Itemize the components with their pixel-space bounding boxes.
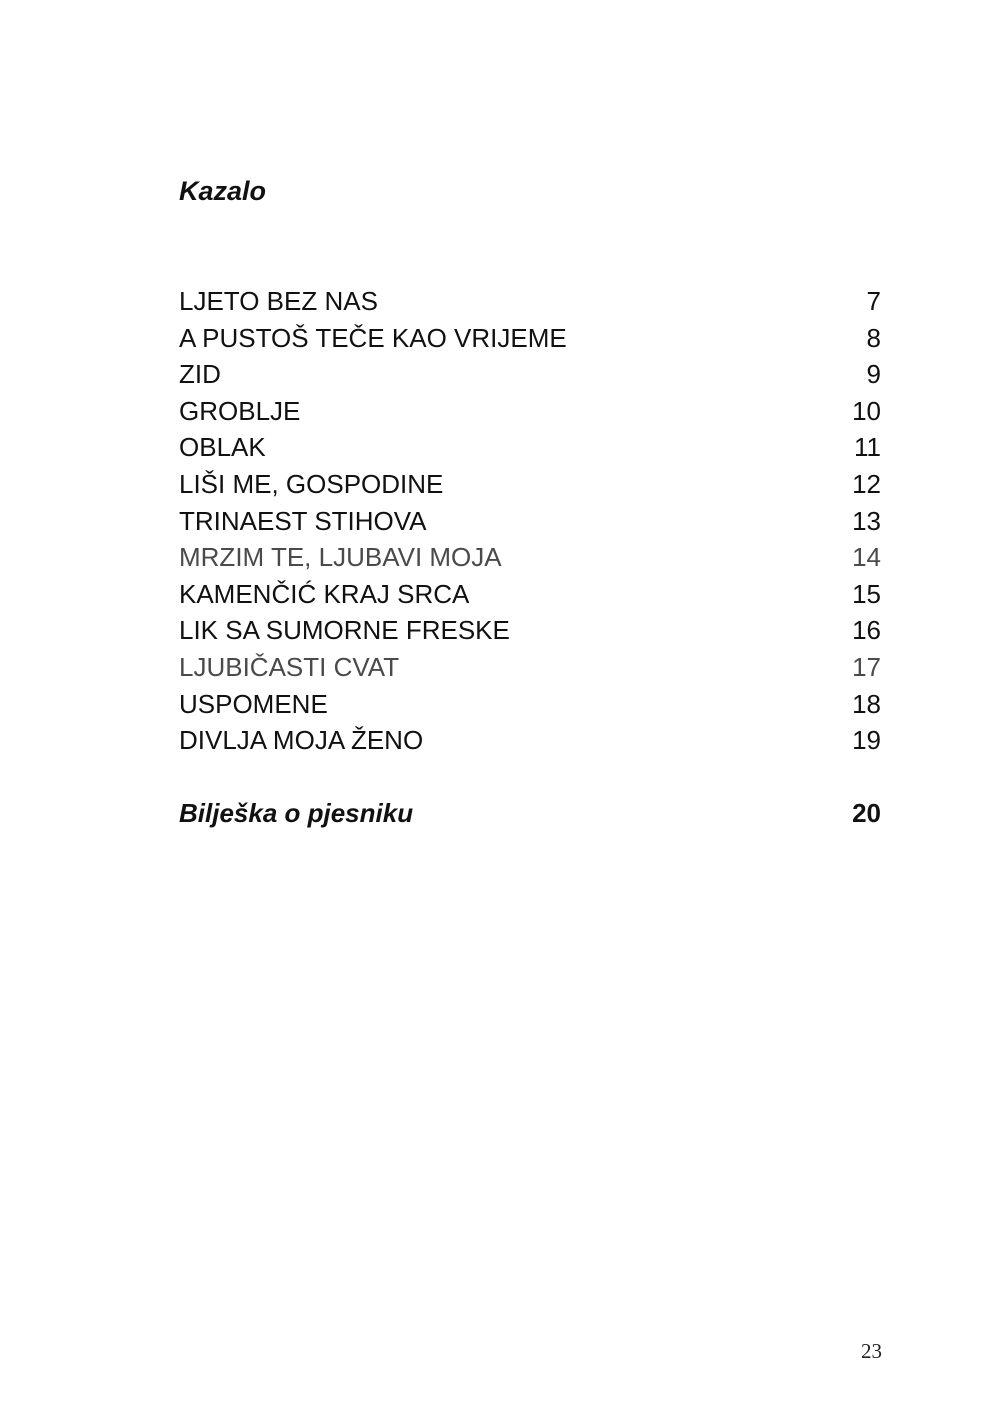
toc-entry [179, 320, 881, 357]
toc-entry [179, 649, 881, 686]
toc-entry [179, 356, 881, 393]
toc-entry-page: 11 [854, 432, 881, 463]
toc-entry-title: LIK SA SUMORNE FRESKE [179, 615, 510, 646]
toc-entry-page: 10 [852, 395, 881, 426]
toc-entry [179, 429, 881, 466]
toc-entry-title: LJETO BEZ NAS [179, 286, 378, 316]
toc-entry [179, 503, 881, 540]
toc-entry [179, 466, 881, 503]
toc-entry-page: 9 [866, 359, 881, 390]
toc-footer-entry [179, 795, 881, 831]
toc-entry-title: TRINAEST STIHOVA [179, 505, 427, 536]
toc-entry-page: 7 [866, 286, 881, 316]
toc-entry-title: MRZIM TE, LJUBAVI MOJA [179, 542, 502, 573]
toc-list [179, 283, 881, 759]
toc-entry [179, 612, 881, 649]
toc-entry-page: 16 [852, 615, 881, 646]
toc-entry-title: LIŠI ME, GOSPODINE [179, 468, 444, 499]
toc-entry [179, 283, 881, 320]
toc-entry-title: USPOMENE [179, 688, 328, 719]
toc-entry-page: 15 [852, 578, 881, 609]
toc-entry [179, 393, 881, 430]
toc-footer-page: 20 [852, 798, 881, 828]
toc-entry-title: OBLAK [179, 432, 266, 463]
toc-entry-title: DIVLJA MOJA ŽENO [179, 725, 424, 756]
toc-entry-title: A PUSTOŠ TEČE KAO VRIJEME [179, 322, 567, 353]
toc-entry-page: 13 [852, 505, 881, 536]
toc-heading: Kazalo [179, 176, 267, 206]
toc-entry-page: 18 [852, 688, 881, 719]
toc-entry-title: LJUBIČASTI CVAT [179, 651, 400, 682]
toc-entry [179, 686, 881, 723]
toc-entry-title: ZID [179, 359, 221, 390]
page-number: 23 [861, 1339, 882, 1363]
toc-entry-title: KAMENČIĆ KRAJ SRCA [179, 578, 470, 609]
toc-entry-page: 8 [866, 322, 881, 353]
toc-entry-page: 19 [852, 725, 881, 756]
toc-entry-title: GROBLJE [179, 395, 301, 426]
toc-entry [179, 576, 881, 613]
toc-entry-page: 17 [852, 651, 881, 682]
toc-entry-page: 12 [852, 468, 881, 499]
toc-entry [179, 722, 881, 759]
toc-footer-title: Bilješka o pjesniku [179, 798, 414, 828]
toc-entry-page: 14 [852, 542, 881, 573]
toc-entry [179, 539, 881, 576]
